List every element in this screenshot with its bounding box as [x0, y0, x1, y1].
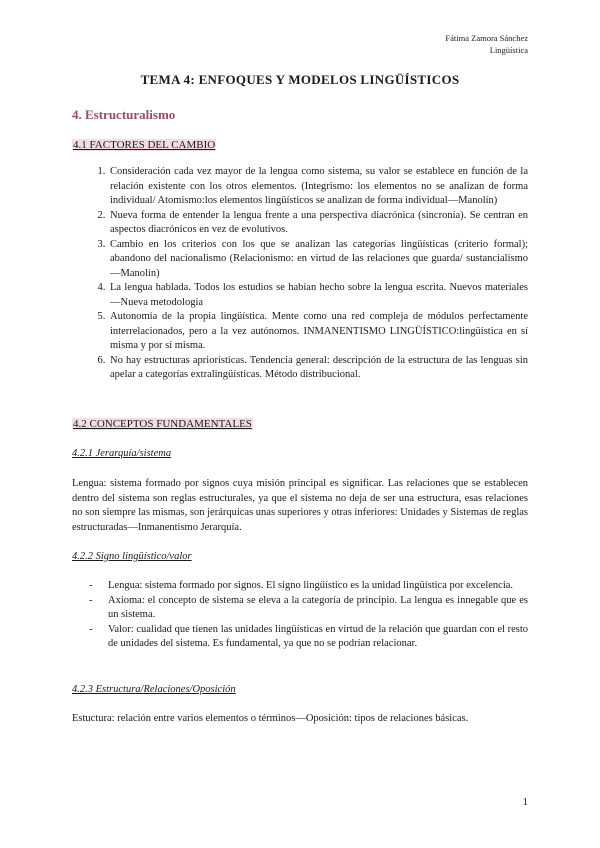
subsection-heading-estructura: 4.2.3 Estructura/Relaciones/Oposición [72, 684, 236, 695]
list-item: 6. No hay estructuras apriorísticas. Tendencia general: descripción de la estructura de las lenguas sin apelar a categorías extralingüísticas. Método distribucional. [108, 354, 528, 383]
document-title: TEMA 4: ENFOQUES Y MODELOS LINGÜÍSTICOS [140, 72, 460, 87]
section-heading-factores: 4.1 FACTORES DEL CAMBIO [73, 139, 216, 151]
list-item: - Lengua: sistema formado por signos. El signo lingüístico es la unidad lingüística por excelencia. [89, 580, 514, 591]
header-author: Fátima Zamora Sánchez [445, 33, 528, 43]
paragraph-estructura: Estuctura: relación entre varios elementos o términos—Oposición: tipos de relaciones básicas. [72, 713, 469, 724]
list-item: - Valor: cualidad que tienen las unidades lingüísticas en virtud de la relación que guardan con el resto de unidades del sistema. Es fundamental, ya que no se podrían relacionar. [89, 623, 528, 649]
factores-list [72, 165, 528, 383]
paragraph-jerarquia: Lengua: sistema formado por signos cuya misión principal es significar. Las relaciones que se establecen dentro del sistema son reglas estructurales, ya que el sistema no deja de ser una estructura, esas relaciones no son siempre las mismas, son jerárquicas unas superiores y otras inferiores: Unidades y Sistemas de reglas estructuradas—Inmanentismo Jerarquía. [72, 478, 528, 533]
signo-list [72, 579, 528, 652]
list-item: 4. La lengua hablada. Todos los estudios se habían hecho sobre la lengua escrita. Nuevos materiales—Nueva metodología [108, 281, 528, 310]
list-item: - Axioma: el concepto de sistema se eleva a la categoría de principio. La lengua es innegable que es un sistema. [89, 594, 528, 620]
header-subject: Lingüística [489, 44, 528, 55]
list-item: 1. Consideración cada vez mayor de la lengua como sistema, su valor se establece en función de la relación existente con los otros elementos. (Integrismo: los elementos no se analizan de forma individual/ Atomismo:los elementos lingüísticos se analizan de forma individual—Manolín) [108, 165, 528, 209]
list-item: 3. Cambio en los criterios con los que se analizan las categorías lingüísticas (criterio formal); abandono del nacionalismo (Relacionismo: en virtud de las relaciones que guarda/ sustancialismo—Manolín) [108, 238, 528, 282]
subsection-heading-jerarquia: 4.2.1 Jerarquía/sistema [72, 448, 172, 459]
page-header [445, 33, 528, 56]
section-heading-estructuralismo: 4. Estructuralismo [72, 107, 176, 122]
list-item: 5. Autonomía de la propia lingüística. Mente como una red compleja de módulos perfectamente interrelacionados, pero a la vez autónomos. INMANENTISMO LINGÜÍSTICO:lingüística en sí misma y por sí misma. [108, 310, 528, 354]
page-number: 1 [522, 796, 528, 808]
section-heading-conceptos: 4.2 CONCEPTOS FUNDAMENTALES [73, 418, 252, 430]
subsection-heading-signo: 4.2.2 Signo lingüístico/valor [72, 551, 192, 562]
list-item: 2. Nueva forma de entender la lengua frente a una perspectiva diacrónica (sincronía). Se centran en aspectos diacrónicos en vez de evolutivos. [108, 209, 528, 238]
